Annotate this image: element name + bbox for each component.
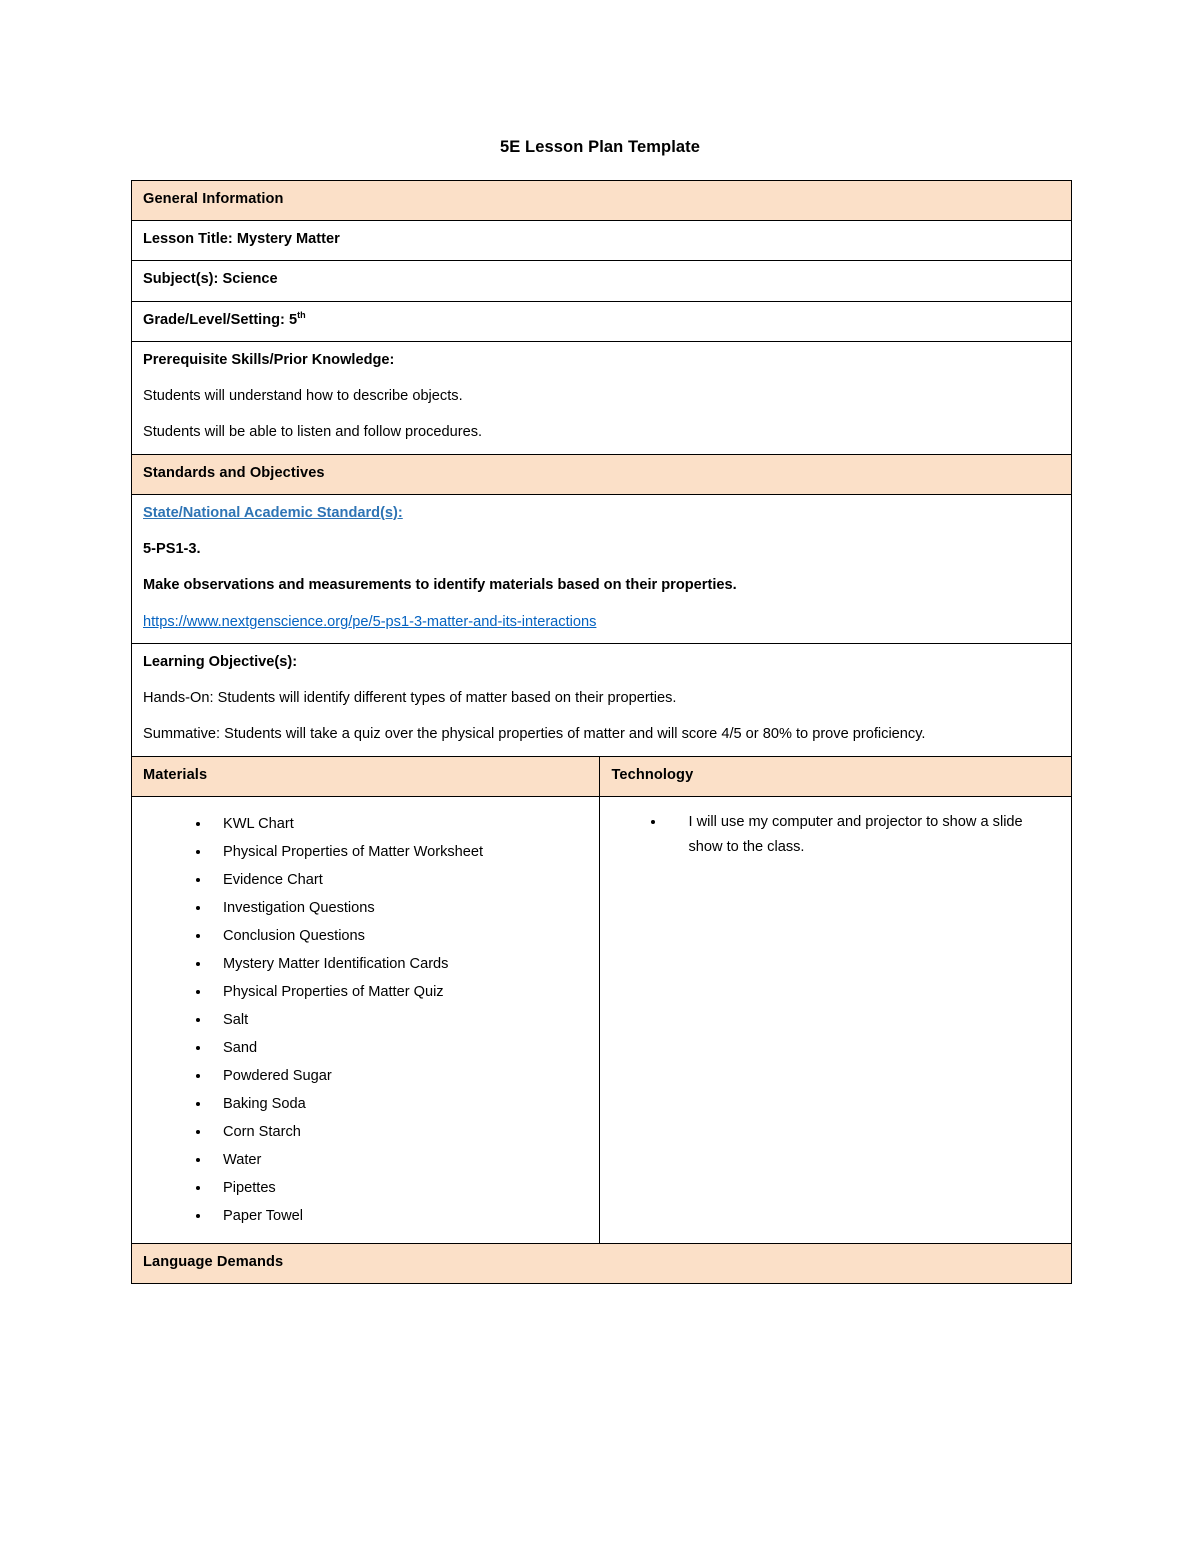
technology-cell — [600, 796, 1072, 1243]
section-header-language-demands: Language Demands — [132, 1244, 1072, 1284]
table-row — [132, 756, 1072, 796]
list-item: • Physical Properties of Matter Quiz — [211, 978, 588, 1006]
grade-ordinal-suffix: th — [297, 309, 306, 320]
lesson-title-label: Lesson Title: — [143, 231, 233, 248]
prerequisite-skills-cell — [132, 341, 1072, 454]
table-row — [132, 643, 1072, 756]
materials-cell — [132, 796, 600, 1243]
list-item: • KWL Chart — [211, 810, 588, 838]
grade-level-setting-cell — [132, 301, 1072, 341]
technology-list — [611, 810, 1060, 860]
learning-objective-item: Summative: Students will take a quiz over the physical properties of matter and will score 4/5 or 80% to prove proficiency. — [143, 726, 926, 743]
subject-value: Science — [222, 271, 278, 288]
standard-url-link[interactable]: https://www.nextgenscience.org/pe/5-ps1-3-matter-and-its-interactions — [143, 613, 597, 630]
prerequisite-line: Students will understand how to describe objects. — [143, 388, 463, 405]
list-item: • Pipettes — [211, 1174, 588, 1202]
table-row — [132, 494, 1072, 643]
list-item: • Paper Towel — [211, 1202, 588, 1230]
list-item: • Sand — [211, 1034, 588, 1062]
list-item: • Water — [211, 1146, 588, 1174]
list-item: • Corn Starch — [211, 1118, 588, 1146]
list-item: • Investigation Questions — [211, 894, 588, 922]
materials-list — [143, 810, 588, 1230]
list-item: • Mystery Matter Identification Cards — [211, 950, 588, 978]
list-item: • Conclusion Questions — [211, 922, 588, 950]
prerequisite-line: Students will be able to listen and follow procedures. — [143, 424, 483, 441]
learning-objectives-cell — [132, 643, 1072, 756]
table-row — [132, 180, 1072, 220]
academic-standards-cell — [132, 494, 1072, 643]
prerequisite-label: Prerequisite Skills/Prior Knowledge: — [143, 351, 395, 368]
learning-objective-label: Learning Objective(s): — [143, 653, 298, 670]
section-header-materials: Materials — [132, 756, 600, 796]
list-item: • Powdered Sugar — [211, 1062, 588, 1090]
grade-value: 5 — [288, 311, 298, 328]
subject-label: Subject(s): — [143, 271, 219, 288]
table-row — [132, 261, 1072, 301]
lesson-title-value: Mystery Matter — [236, 231, 340, 248]
section-header-general-information: General Information — [132, 180, 1072, 220]
learning-objective-item: Hands-On: Students will identify different types of matter based on their properties. — [143, 690, 677, 707]
section-header-technology: Technology — [600, 756, 1072, 796]
table-row — [132, 796, 1072, 1243]
standards-link-label[interactable]: State/National Academic Standard(s): — [143, 504, 403, 521]
table-row — [132, 301, 1072, 341]
subject-cell — [132, 261, 1072, 301]
section-header-standards-and-objectives: Standards and Objectives — [132, 454, 1072, 494]
list-item: • Salt — [211, 1006, 588, 1034]
grade-label: Grade/Level/Setting: — [143, 311, 285, 328]
table-row — [132, 1244, 1072, 1284]
page-title: 5E Lesson Plan Template — [499, 138, 701, 156]
list-item: • I will use my computer and projector to show a slide show to the class. — [666, 810, 1060, 860]
standard-code: 5-PS1-3. — [143, 541, 201, 558]
list-item: • Baking Soda — [211, 1090, 588, 1118]
list-item: • Evidence Chart — [211, 866, 588, 894]
list-item: • Physical Properties of Matter Worksheet — [211, 838, 588, 866]
table-row — [132, 341, 1072, 454]
lesson-title-cell — [132, 221, 1072, 261]
table-row — [132, 221, 1072, 261]
table-row — [132, 454, 1072, 494]
lesson-plan-table — [131, 180, 1072, 1284]
standard-text: Make observations and measurements to identify materials based on their properties. — [143, 577, 737, 594]
